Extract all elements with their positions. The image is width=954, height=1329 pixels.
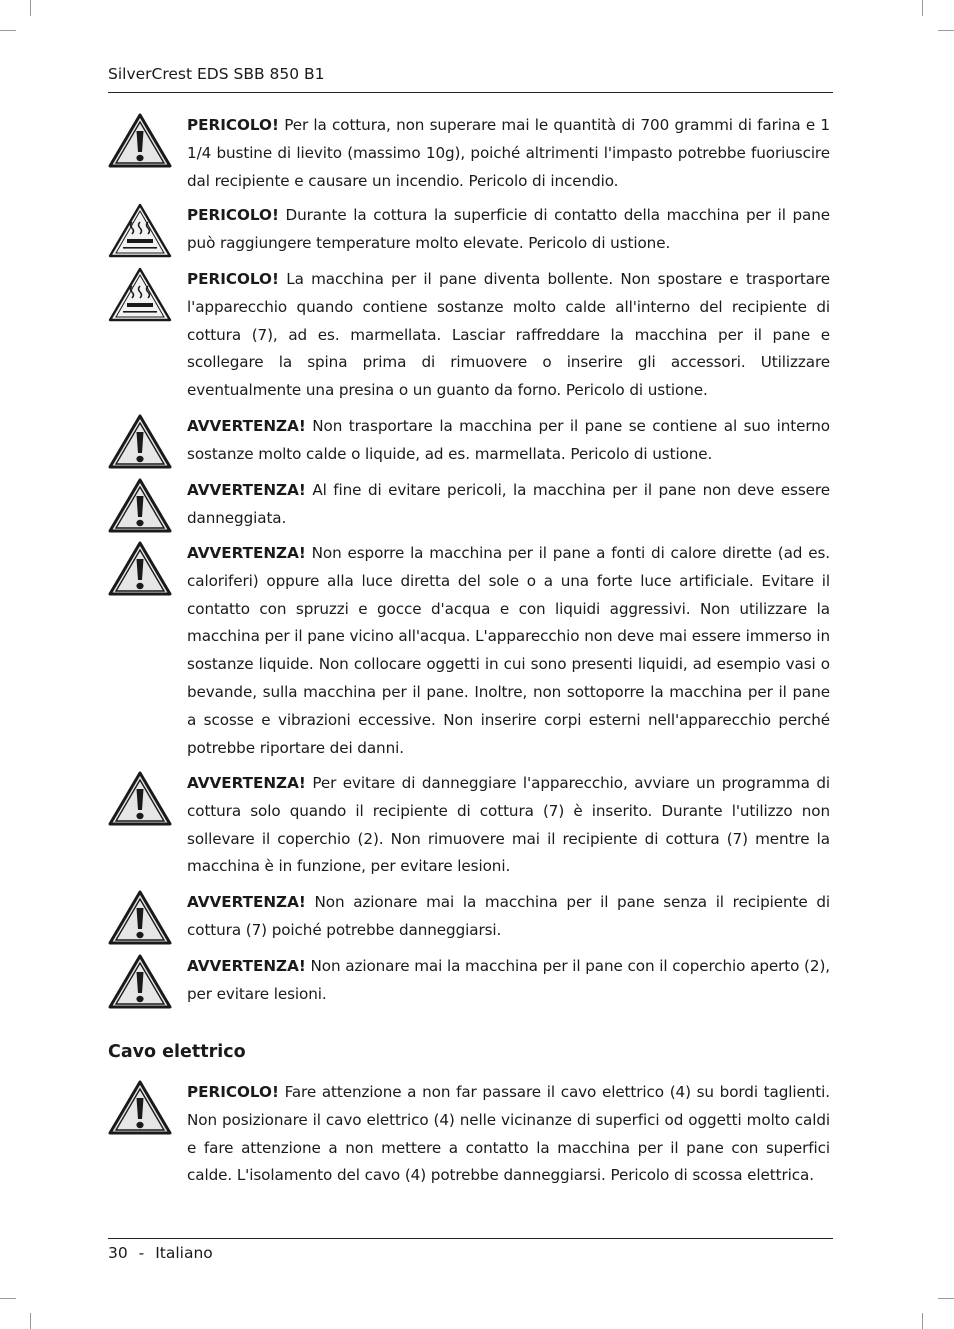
warning-label: PERICOLO! bbox=[187, 116, 279, 134]
warning-text bbox=[187, 1079, 830, 1190]
exclamation-warning-icon bbox=[108, 413, 172, 469]
warning-body: Per evitare di danneggiare l'apparecchio, avviare un programma di cottura solo quando il recipiente di cottura (7) è inserito. Durante l'utilizzo non sollevare il coperchio (2). Non rimuovere mai il recipiente di cottura (7) mentre la macchina è in funzione, per evitare lesioni. bbox=[187, 774, 830, 876]
warning-label: AVVERTENZA! bbox=[187, 481, 306, 499]
page-footer bbox=[108, 1238, 833, 1262]
warning-label: AVVERTENZA! bbox=[187, 774, 306, 792]
crop-mark bbox=[0, 1298, 16, 1299]
warning-label: AVVERTENZA! bbox=[187, 957, 306, 975]
crop-mark bbox=[30, 0, 31, 16]
crop-mark bbox=[922, 0, 923, 16]
exclamation-warning-icon bbox=[108, 540, 172, 596]
crop-mark bbox=[922, 1313, 923, 1329]
footer-language: Italiano bbox=[155, 1244, 213, 1262]
exclamation-warning-icon bbox=[108, 770, 172, 826]
header-title: SilverCrest EDS SBB 850 B1 bbox=[108, 65, 325, 83]
warning-label: AVVERTENZA! bbox=[187, 544, 306, 562]
warning-body: Al fine di evitare pericoli, la macchina per il pane non deve essere danneggiata. bbox=[187, 481, 830, 527]
warning-label: PERICOLO! bbox=[187, 206, 279, 224]
warning-text bbox=[187, 477, 830, 533]
crop-mark bbox=[0, 30, 16, 31]
section-heading: Cavo elettrico bbox=[108, 1042, 246, 1062]
warning-text bbox=[187, 953, 830, 1009]
warning-label: PERICOLO! bbox=[187, 270, 279, 288]
warning-body: Durante la cottura la superficie di contatto della macchina per il pane può raggiungere temperature molto elevate. Pericolo di ustione. bbox=[187, 206, 830, 252]
page-number: 30 bbox=[108, 1244, 128, 1262]
footer-separator: - bbox=[138, 1244, 145, 1262]
warning-body: Non trasportare la macchina per il pane se contiene al suo interno sostanze molto calde o liquide, ad es. marmellata. Pericolo di ustione. bbox=[187, 417, 830, 463]
warning-text bbox=[187, 202, 830, 258]
warning-text bbox=[187, 540, 830, 762]
warning-label: AVVERTENZA! bbox=[187, 893, 306, 911]
warning-text bbox=[187, 112, 830, 195]
warning-body: Per la cottura, non superare mai le quantità di 700 grammi di farina e 1 1/4 bustine di lievito (massimo 10g), poiché altrimenti l'impasto potrebbe fuoriuscire dal recipiente e causare un incendio. Pericolo di incendio. bbox=[187, 116, 830, 190]
warning-text bbox=[187, 770, 830, 881]
exclamation-warning-icon bbox=[108, 953, 172, 1009]
warning-body: Non esporre la macchina per il pane a fonti di calore dirette (ad es. caloriferi) oppure alla luce diretta del sole o a una forte luce artificiale. Evitare il contatto con spruzzi e gocce d'acqua e con liquidi aggressivi. Non utilizzare la macchina per il pane vicino all'acqua. L'apparecchio non deve mai essere immerso in sostanze liquide. Non collocare oggetti in cui sono presenti liquidi, ad esempio vasi o bevande, sulla macchina per il pane. Inoltre, non sottoporre la macchina per il pane a scosse e vibrazioni eccessive. Non inserire corpi esterni nell'apparecchio perché potrebbe riportare dei danni. bbox=[187, 544, 830, 757]
warning-label: PERICOLO! bbox=[187, 1083, 279, 1101]
exclamation-warning-icon bbox=[108, 889, 172, 945]
exclamation-warning-icon bbox=[108, 1079, 172, 1135]
exclamation-warning-icon bbox=[108, 112, 172, 168]
crop-mark bbox=[938, 30, 954, 31]
crop-mark bbox=[938, 1298, 954, 1299]
warning-body: La macchina per il pane diventa bollente. Non spostare e trasportare l'apparecchio quando contiene sostanze molto calde all'interno del recipiente di cottura (7), ad es. marmellata. Lasciar raffreddare la macchina per il pane e scollegare la spina prima di rimuovere o inserire gli accessori. Utilizzare eventualmente una presina o un guanto da forno. Pericolo di ustione. bbox=[187, 270, 830, 400]
warning-text bbox=[187, 889, 830, 945]
warning-body: Fare attenzione a non far passare il cavo elettrico (4) su bordi taglienti. Non posizionare il cavo elettrico (4) nelle vicinanze di superfici od oggetti molto caldi e fare attenzione a non mettere a contatto la macchina per il pane con superfici calde. L'isolamento del cavo (4) potrebbe danneggiarsi. Pericolo di scossa elettrica. bbox=[187, 1083, 830, 1185]
warning-body: Non azionare mai la macchina per il pane senza il recipiente di cottura (7) poiché potrebbe danneggiarsi. bbox=[187, 893, 830, 939]
warning-body: Non azionare mai la macchina per il pane con il coperchio aperto (2), per evitare lesioni. bbox=[187, 957, 831, 1003]
warning-text bbox=[187, 413, 830, 469]
hot-surface-warning-icon bbox=[108, 202, 172, 258]
page-header bbox=[108, 62, 833, 93]
crop-mark bbox=[30, 1313, 31, 1329]
warning-label: AVVERTENZA! bbox=[187, 417, 306, 435]
exclamation-warning-icon bbox=[108, 477, 172, 533]
hot-surface-warning-icon bbox=[108, 266, 172, 322]
warning-text bbox=[187, 266, 830, 405]
